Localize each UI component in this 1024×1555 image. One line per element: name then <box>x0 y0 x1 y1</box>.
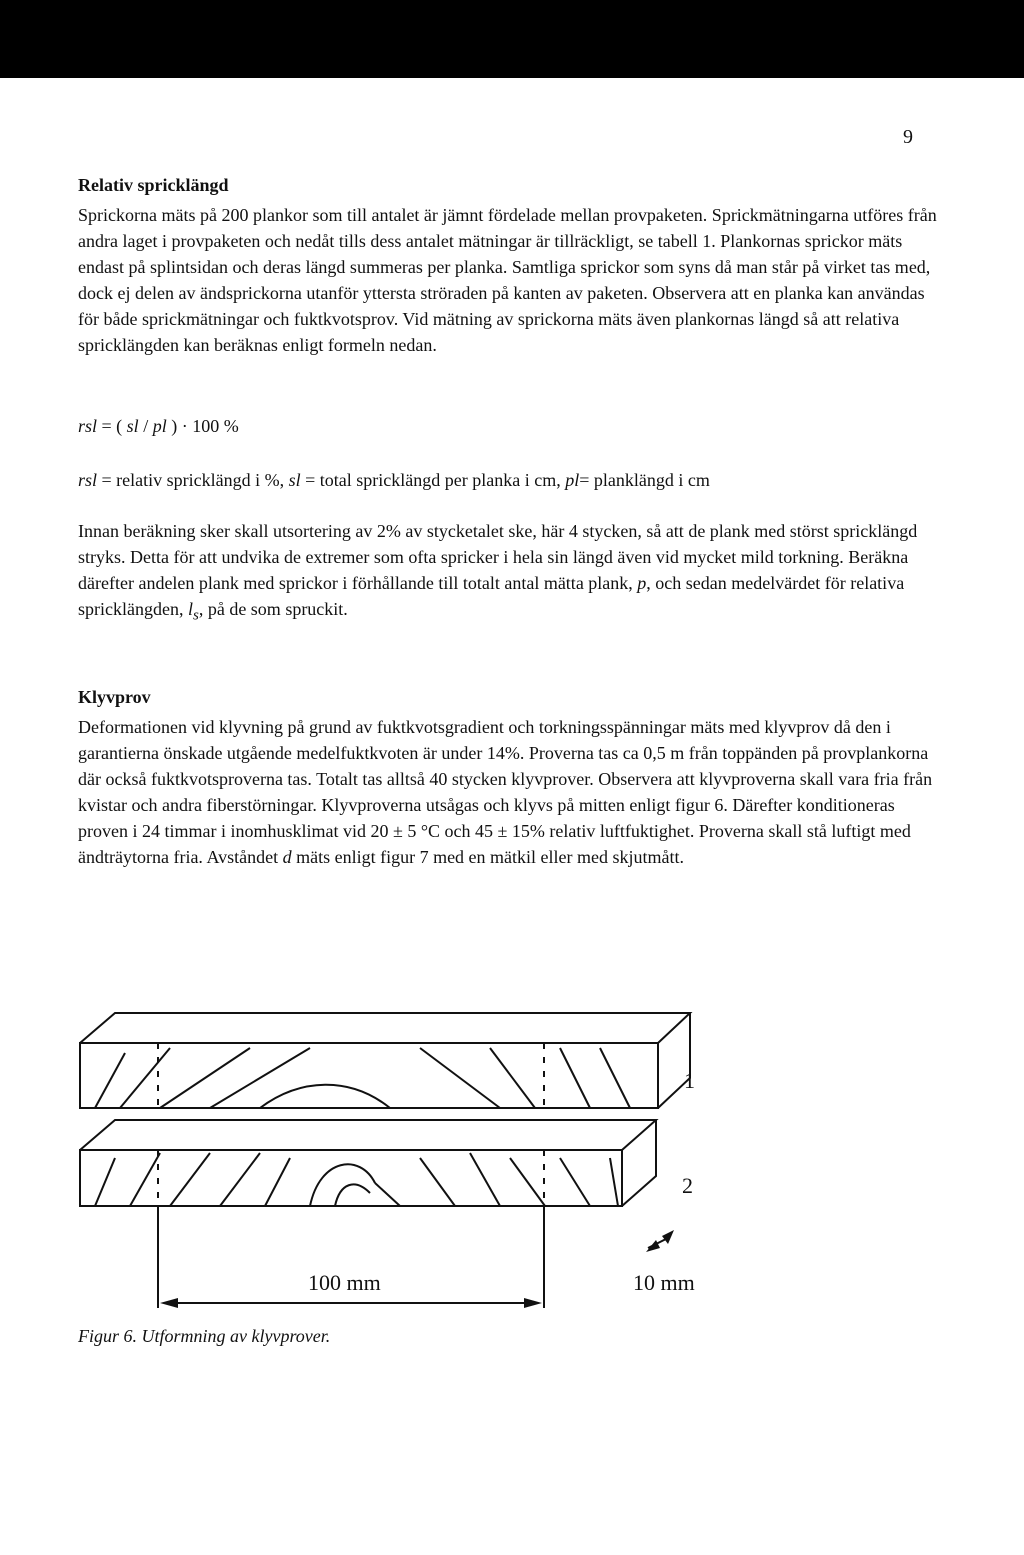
label-piece-2: 2 <box>682 1173 693 1198</box>
utsortering-text-3: , på de som spruckit. <box>198 599 348 619</box>
figure-caption: Figur 6. Utformning av klyvprover. <box>78 1326 331 1346</box>
formula-slash: / <box>138 416 153 436</box>
sample-piece-1 <box>80 1013 690 1108</box>
klyvprov-paragraph <box>78 714 948 870</box>
def-pl: pl <box>565 470 580 490</box>
label-piece-1: 1 <box>684 1068 695 1093</box>
section-utsortering <box>78 518 948 629</box>
def-sl-text: = total spricklängd per planka i cm, <box>300 470 566 490</box>
label-thickness: 10 mm <box>633 1270 695 1295</box>
def-sl: sl <box>288 470 301 490</box>
split-sample-diagram <box>70 1008 750 1308</box>
def-rsl-text: = relativ spricklängd i %, <box>97 470 289 490</box>
formula-rsl: rsl <box>78 416 98 436</box>
def-rsl: rsl <box>78 470 98 490</box>
arrow-thickness-b <box>662 1230 674 1244</box>
klyvprov-text-1: Deformationen vid klyvning på grund av fuktkvotsgradient och torkningsspänningar mäts med klyvprov då den i garantierna önskade utgående medelfuktkvoten är under 14%. Proverna tas ca 0,5 m från toppänden på provplankorna där också fuktkvotsproverna tas. Totalt tas alltså 40 stycken klyvprover. Observera att klyvproverna skall vara fria från kvistar och andra fiberstörningar. Klyvproverna utsågas och klyvs på mitten enligt figur 6. Därefter konditioneras proven i 24 timmar i inomhusklimat vid 20 ± 5 °C och 45 ± 15% relativ luftfuktighet. Proverna skall stå luftigt med ändträytorna fria. Avståndet <box>78 717 933 867</box>
var-ls: l <box>187 599 193 619</box>
formula-eq: = ( <box>97 416 127 436</box>
arrow-thickness-a <box>646 1240 660 1252</box>
utsortering-paragraph <box>78 518 948 629</box>
sample-piece-2 <box>80 1120 656 1206</box>
formula-sl: sl <box>126 416 139 436</box>
section-heading: Klyvprov <box>78 687 151 707</box>
formula-rest: ) · 100 % <box>166 416 239 436</box>
utsortering-text-2: , och sedan medelvärdet för relativa spricklängden, <box>78 573 905 619</box>
klyvprov-text-2: mäts enligt figur 7 med en mätkil eller med skjutmått. <box>291 847 685 867</box>
formula-pl: pl <box>152 416 167 436</box>
arrow-right-head <box>524 1298 542 1308</box>
label-length: 100 mm <box>308 1270 381 1295</box>
figure-6 <box>70 1008 750 1308</box>
page-number: 9 <box>903 126 913 148</box>
section-heading: Relativ spricklängd <box>78 175 229 195</box>
section-relativ-spricklangd <box>78 172 948 358</box>
formula <box>78 416 239 437</box>
def-pl-text: = planklängd i cm <box>579 470 710 490</box>
var-d: d <box>282 847 292 867</box>
var-p: p <box>637 573 647 593</box>
section-klyvprov <box>78 684 948 870</box>
document-page <box>0 78 1024 1555</box>
section-paragraph: Sprickorna mäts på 200 plankor som till antalet är jämnt fördelade mellan provpaketen. Sprickmätningarna utföres från andra laget i provpaketen och nedåt tills dess antalet mätningar är tillräckligt, se tabell 1. Plankornas sprickor mäts endast på splintsidan och deras längd summeras per planka. Samtliga sprickor som syns då man står på virket tas med, dock ej delen av ändsprickorna utanför yttersta ströraden på kanten av paketen. Observera att en planka kan användas för både sprickmätningar och fuktkvotsprov. Vid mätning av sprickorna mäts även plankornas längd så att relativa spricklängden kan beräknas enligt formeln nedan. <box>78 205 937 355</box>
utsortering-text-1: Innan beräkning sker skall utsortering av 2% av stycketalet ske, här 4 stycken, så att de plank med störst spricklängd stryks. Detta för att undvika de extremer som ofta spricker i hela sin längd även vid mycket mild torkning. Beräkna därefter andelen plank med sprickor i förhållande till totalt antal mätta plank, <box>78 521 918 593</box>
formula-definitions <box>78 470 958 491</box>
arrow-left-head <box>160 1298 178 1308</box>
var-ls-sub: s <box>192 607 199 624</box>
